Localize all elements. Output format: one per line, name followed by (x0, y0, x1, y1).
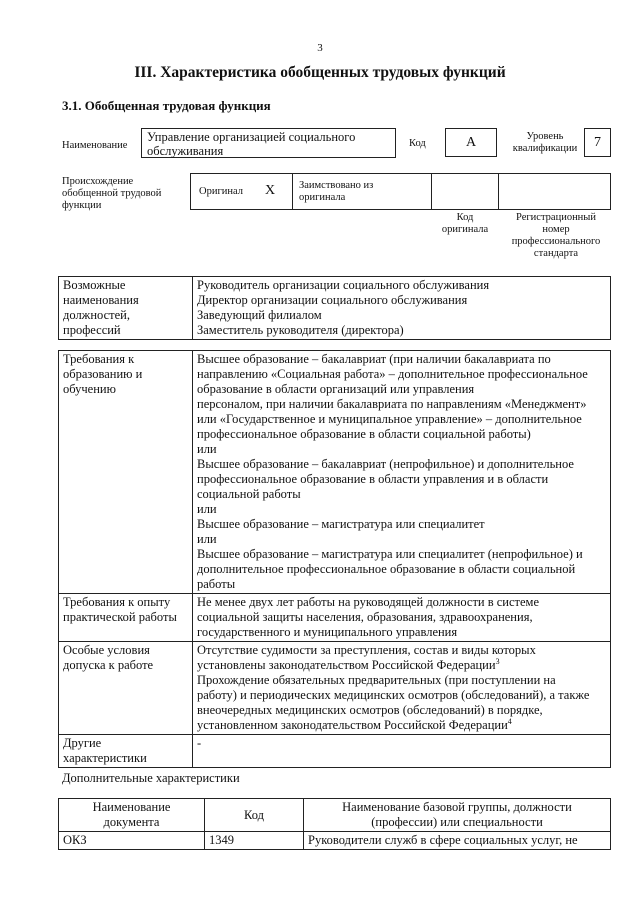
education-row (59, 351, 611, 594)
special-label-cell (59, 642, 193, 735)
borrowed-label-line-2: оригинала (299, 192, 346, 203)
special-line-text: установлены законодательством Российской Федерации (197, 658, 496, 672)
code-original-caption-line-2: оригинала (441, 224, 489, 235)
level-label (510, 131, 580, 155)
education-line: персоналом, при наличии бакалавриата по направлениям «Менеджмент» (197, 397, 587, 411)
reg-number-caption-line-4: стандарта (533, 248, 579, 259)
education-values-cell (193, 351, 611, 594)
education-label-line-3: обучению (63, 382, 116, 396)
education-line: Высшее образование – магистратура или специалитет (непрофильное) и (197, 547, 583, 561)
special-line-text: установленном законодательством Российской Федерации (197, 718, 508, 732)
education-line: или (197, 532, 217, 546)
level-value-box: 7 (584, 128, 611, 157)
experience-label-line-1: Требования к опыту (63, 595, 171, 609)
origin-label-line-2: обобщенной трудовой (62, 188, 162, 199)
special-label-line-2: допуска к работе (63, 658, 154, 672)
name-value-box (141, 128, 396, 158)
row-name-cell: Руководители служб в сфере социальных услуг, не (304, 832, 611, 850)
subsection-title: 3.1. Обобщенная трудовая функция (62, 98, 271, 113)
origin-divider-3 (498, 174, 499, 209)
experience-row (59, 594, 611, 642)
original-mark: X (265, 183, 276, 198)
requirements-table (58, 350, 611, 768)
positions-label-line-4: профессий (63, 323, 121, 337)
special-conditions-row (59, 642, 611, 735)
additional-heading: Дополнительные характеристики (62, 771, 240, 785)
code-original-caption (432, 212, 498, 236)
special-line: Прохождение обязательных предварительных (при поступлении на (197, 673, 556, 687)
education-line: или (197, 502, 217, 516)
education-line: или (197, 442, 217, 456)
col-name-header-line-1: Наименование базовой группы, должности (342, 800, 572, 814)
additional-table (58, 798, 611, 850)
positions-label-cell (59, 277, 193, 340)
education-label-cell (59, 351, 193, 594)
level-label-line-2: квалификации (512, 143, 578, 154)
education-line: социальной работы (197, 487, 301, 501)
special-line: внеочередных медицинских осмотров (обследований) в порядке, (197, 703, 543, 717)
origin-divider-1 (292, 174, 293, 209)
special-line: Отсутствие судимости за преступления, состав и виды которых (197, 643, 536, 657)
reg-number-caption (501, 212, 611, 260)
name-label: Наименование (62, 140, 128, 151)
education-line: Высшее образование – бакалавриат (при наличии бакалавриата по (197, 352, 551, 366)
positions-label-line-3: должностей, (63, 308, 130, 322)
special-line: работу) и периодических медицинских осмотров (обследований), а также (197, 688, 590, 702)
positions-label-line-1: Возможные (63, 278, 126, 292)
origin-label (62, 176, 161, 212)
footnote-4: 4 (507, 716, 512, 726)
position-item: Заведующий филиалом (197, 308, 322, 322)
name-value-line-1: Управление организацией социального (147, 130, 356, 144)
positions-row (59, 277, 611, 340)
other-label-line-1: Другие (63, 736, 102, 750)
education-line: Высшее образование – бакалавриат (непрофильное) и дополнительное (197, 457, 574, 471)
education-line: образование в области организаций или управления (197, 382, 475, 396)
reg-number-caption-line-1: Регистрационный (516, 212, 596, 223)
col-code-header: Код (205, 799, 304, 832)
section-title: III. Характеристика обобщенных трудовых функций (134, 64, 506, 81)
col-doc-header-line-1: Наименование (92, 800, 171, 814)
row-code-cell: 1349 (205, 832, 304, 850)
education-line: направлению «Социальная работа» – дополнительное профессиональное (197, 367, 588, 381)
original-label: Оригинал (199, 186, 243, 197)
special-line (197, 658, 606, 673)
education-line: или «Государственное и муниципальное управление» – дополнительное (197, 412, 582, 426)
reg-number-caption-line-2: номер (542, 224, 570, 235)
page-number: 3 (317, 42, 323, 54)
experience-values-cell (193, 594, 611, 642)
special-line (197, 718, 606, 733)
positions-label-line-2: наименования (63, 293, 139, 307)
code-label: Код (409, 138, 426, 149)
table-row (59, 832, 611, 850)
name-value-line-2: обслуживания (147, 144, 224, 158)
positions-table (58, 276, 611, 340)
position-item: Заместитель руководителя (директора) (197, 323, 404, 337)
other-row (59, 735, 611, 768)
education-line: дополнительное профессиональное образование в области социальной (197, 562, 576, 576)
reg-number-caption-line-3: профессионального (511, 236, 601, 247)
experience-line: государственного и муниципального управления (197, 625, 458, 639)
origin-box (190, 173, 611, 210)
additional-header-row (59, 799, 611, 832)
position-item: Директор организации социального обслуживания (197, 293, 468, 307)
borrowed-label (299, 180, 373, 204)
level-label-line-1: Уровень (526, 131, 564, 142)
positions-values-cell (193, 277, 611, 340)
row-doc-cell: ОКЗ (59, 832, 205, 850)
code-original-caption-line-1: Код (456, 212, 474, 223)
experience-line: Не менее двух лет работы на руководящей должности в системе (197, 595, 539, 609)
education-label-line-2: образованию и (63, 367, 143, 381)
education-line: профессиональное образование в области управления и в области (197, 472, 549, 486)
other-value-cell: - (193, 735, 611, 768)
education-line: Высшее образование – магистратура или специалитет (197, 517, 485, 531)
col-doc-header-line-2: документа (103, 815, 160, 829)
special-label-line-1: Особые условия (63, 643, 150, 657)
education-label-line-1: Требования к (63, 352, 135, 366)
col-name-header (304, 799, 611, 832)
experience-label-line-2: практической работы (63, 610, 177, 624)
special-values-cell (193, 642, 611, 735)
other-label-line-2: характеристики (63, 751, 147, 765)
borrowed-label-line-1: Заимствовано из (299, 180, 374, 191)
origin-label-line-3: функции (62, 200, 102, 211)
col-name-header-line-2: (профессии) или специальности (371, 815, 543, 829)
education-line: профессиональное образование в области социальной работы) (197, 427, 531, 441)
experience-label-cell (59, 594, 193, 642)
education-line: работы (197, 577, 236, 591)
other-label-cell (59, 735, 193, 768)
col-doc-header (59, 799, 205, 832)
position-item: Руководитель организации социального обслуживания (197, 278, 490, 292)
code-value-box: A (445, 128, 497, 157)
origin-label-line-1: Происхождение (62, 176, 134, 187)
origin-divider-2 (431, 174, 432, 209)
footnote-3: 3 (495, 656, 500, 666)
experience-line: социальной защиты населения, образования, здравоохранения, (197, 610, 533, 624)
